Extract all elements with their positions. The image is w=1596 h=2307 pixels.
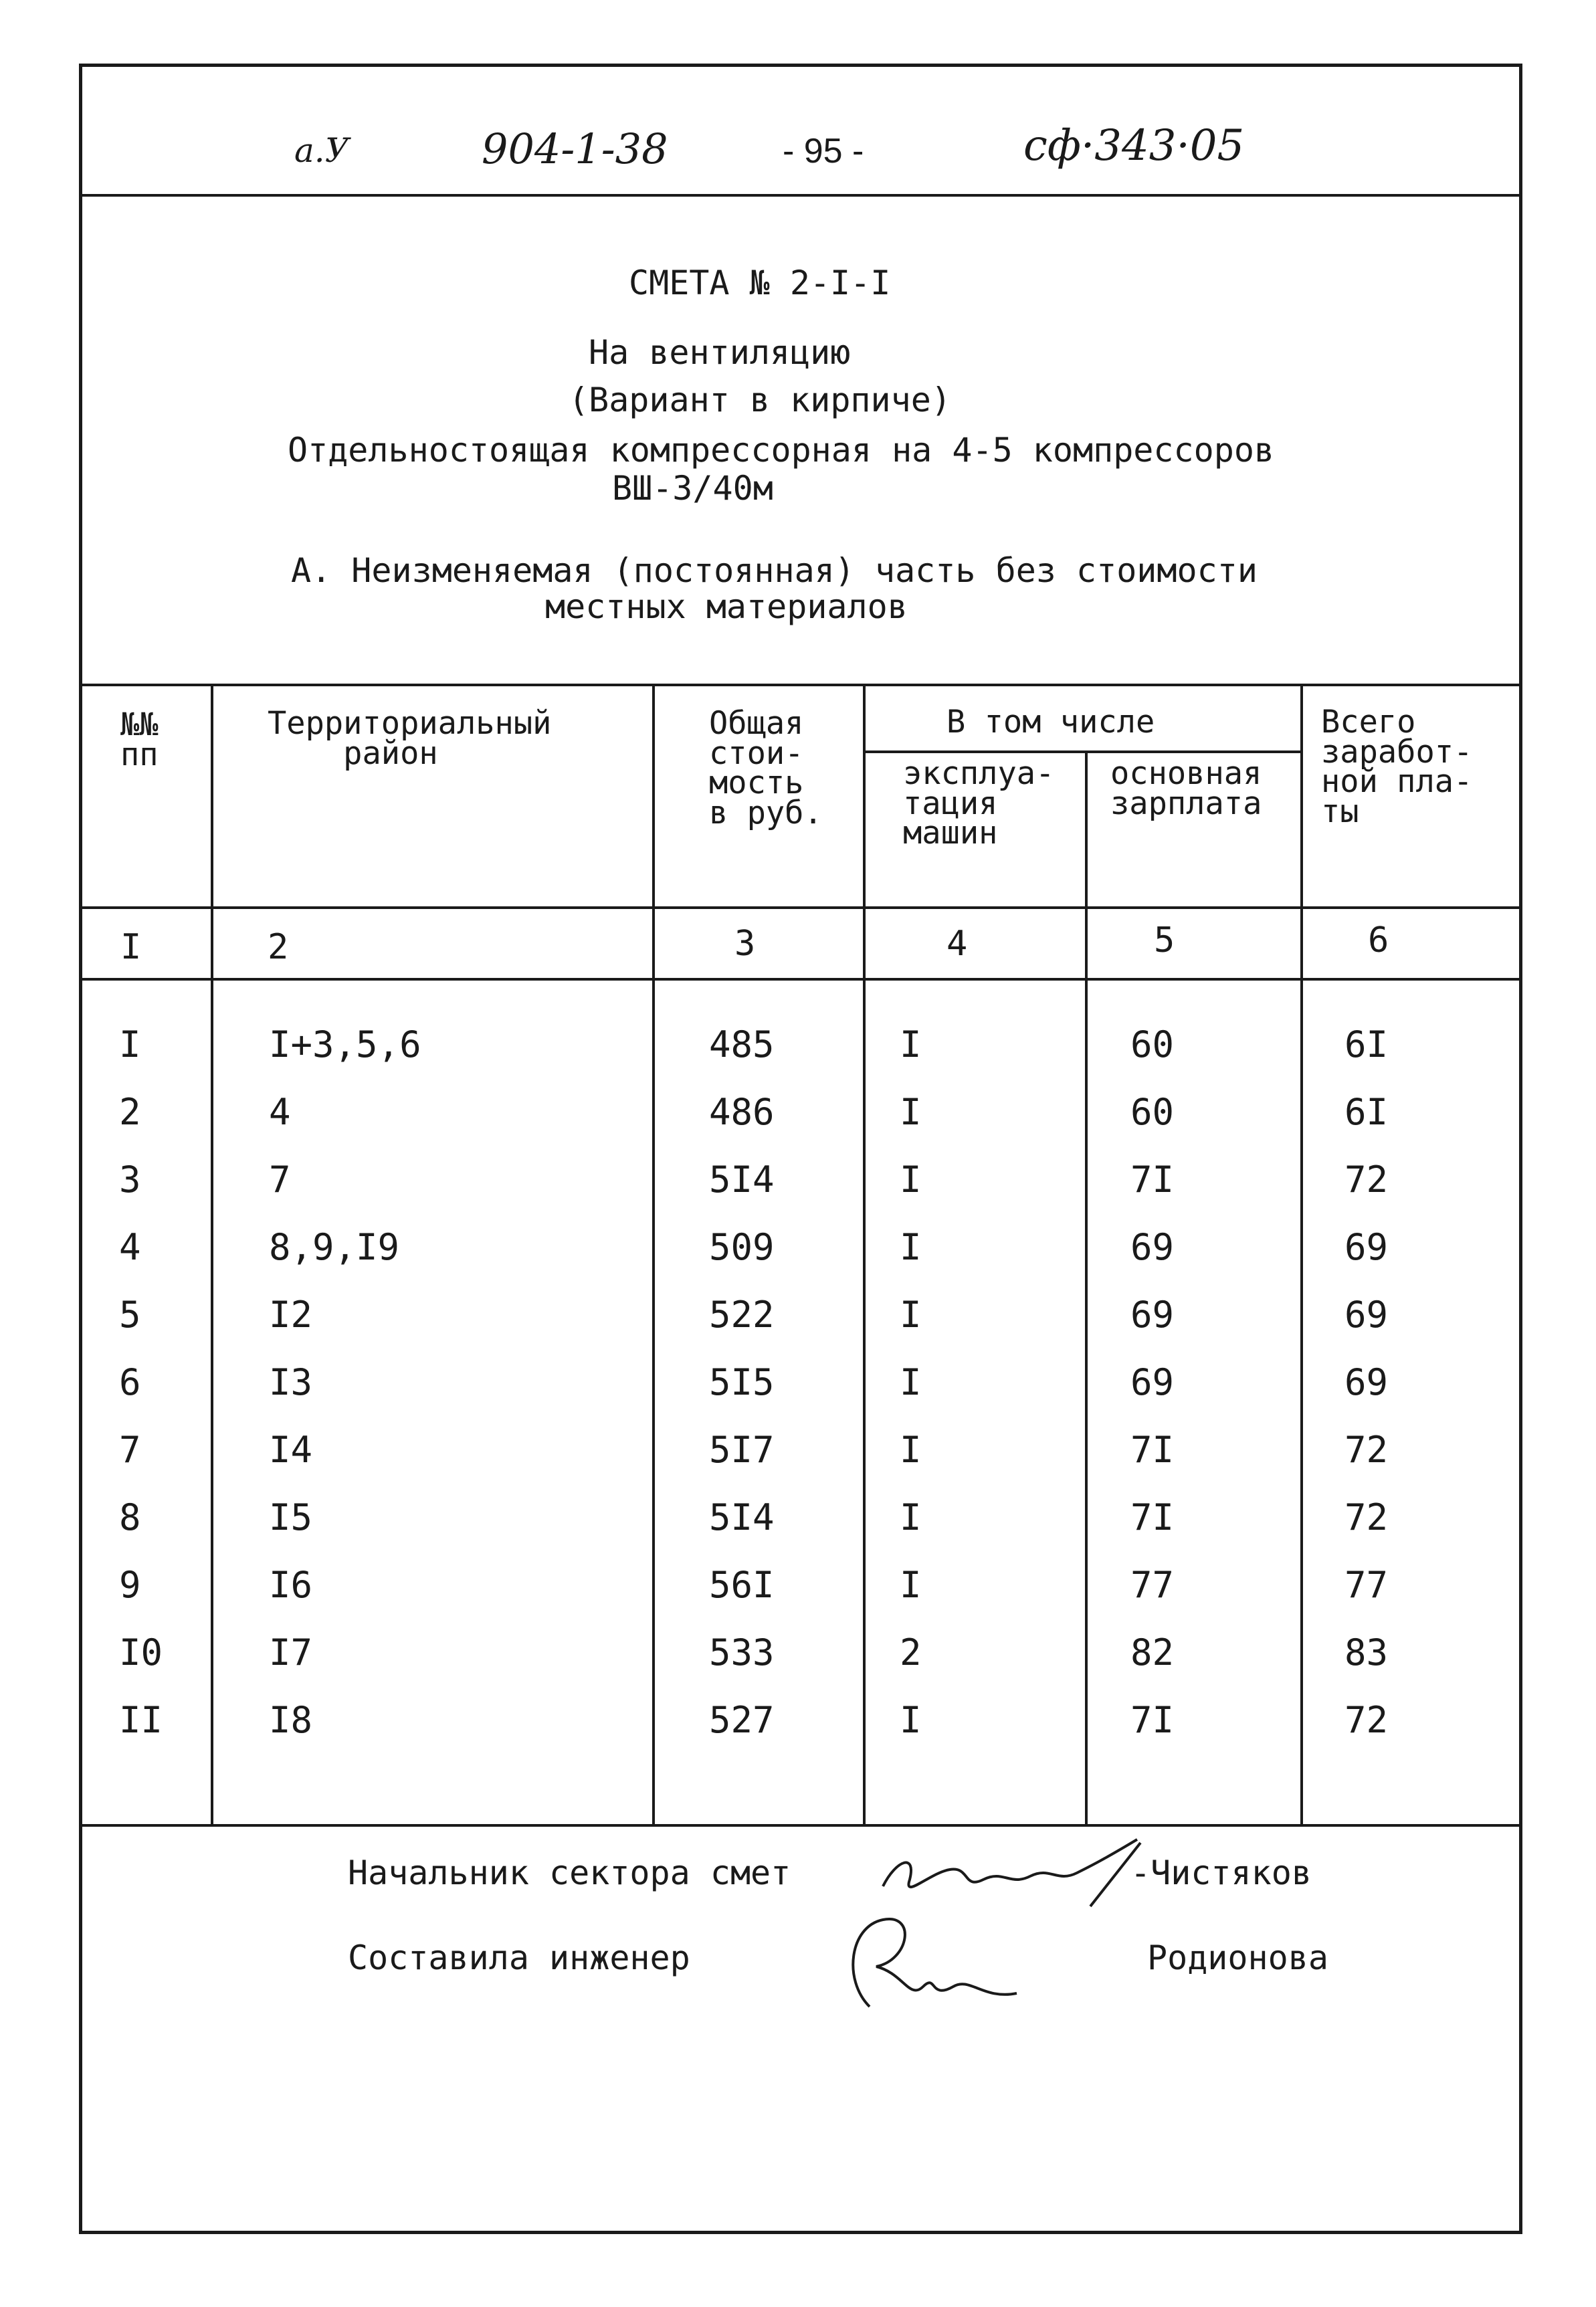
header-row-number: №№ пп <box>120 706 159 773</box>
row-number: 4 <box>119 1226 141 1268</box>
total-cost-cell: 5I4 <box>709 1159 775 1201</box>
head-of-sector-name: -Чистяков <box>1130 1853 1312 1892</box>
estimate-variant: (Вариант в кирпиче) <box>569 381 951 419</box>
total-wages-cell: 72 <box>1344 1159 1389 1201</box>
total-cost-cell: 485 <box>709 1023 775 1066</box>
total-wages-cell: 72 <box>1344 1429 1389 1471</box>
region-cell: I5 <box>269 1496 313 1538</box>
total-wages-cell: 72 <box>1344 1496 1389 1538</box>
header-bottom-line <box>80 906 1522 909</box>
part-subtitle: местных материалов <box>545 587 908 626</box>
machine-operation-cell: I <box>900 1023 922 1066</box>
column-number: 4 <box>946 924 968 964</box>
page-number: - 95 - <box>783 132 864 171</box>
total-wages-cell: 77 <box>1344 1564 1389 1606</box>
region-cell: I4 <box>269 1429 313 1471</box>
total-cost-cell: 5I7 <box>709 1429 775 1471</box>
row-number: 3 <box>119 1159 141 1201</box>
total-cost-cell: 5I5 <box>709 1361 775 1403</box>
machine-operation-cell: I <box>900 1496 922 1538</box>
machine-operation-cell: 2 <box>900 1631 922 1674</box>
region-cell: I7 <box>269 1631 313 1674</box>
header-divider <box>80 194 1522 197</box>
object-title: Отдельностоящая компрессорная на 4-5 компрессоров <box>288 431 1275 470</box>
head-of-sector-title: Начальник сектора смет <box>348 1853 791 1892</box>
series-label: а.У <box>294 131 349 170</box>
machine-operation-cell: I <box>900 1429 922 1471</box>
sheet-code: сф·343·05 <box>1023 121 1245 171</box>
machine-operation-cell: I <box>900 1361 922 1403</box>
estimate-subject: На вентиляцию <box>589 333 851 372</box>
total-wages-cell: 69 <box>1344 1361 1389 1403</box>
column-numbers-line <box>80 978 1522 981</box>
machine-operation-cell: I <box>900 1699 922 1741</box>
base-wages-cell: 7I <box>1130 1159 1175 1201</box>
machine-operation-cell: I <box>900 1159 922 1201</box>
header-total-cost: Общая стои- мость в руб. <box>709 705 823 831</box>
header-machine-operation: эксплуа- тация машин <box>903 755 1055 852</box>
column-number: 6 <box>1368 920 1389 961</box>
row-number: 7 <box>119 1429 141 1471</box>
engineer-signature <box>829 1900 1030 2020</box>
row-number: II <box>119 1699 163 1741</box>
total-wages-cell: 83 <box>1344 1631 1389 1674</box>
table-bottom-line <box>80 1824 1522 1827</box>
engineer-name: Родионова <box>1147 1938 1328 1977</box>
base-wages-cell: 60 <box>1130 1023 1175 1066</box>
region-cell: I+3,5,6 <box>269 1023 421 1066</box>
base-wages-cell: 69 <box>1130 1226 1175 1268</box>
base-wages-cell: 7I <box>1130 1699 1175 1741</box>
col-divider-3 <box>863 684 866 1824</box>
project-code: 904-1-38 <box>482 124 668 173</box>
col-divider-2 <box>652 684 655 1824</box>
machine-operation-cell: I <box>900 1091 922 1133</box>
region-cell: I6 <box>269 1564 313 1606</box>
machine-operation-cell: I <box>900 1564 922 1606</box>
group-header-line <box>863 750 1300 753</box>
region-cell: 8,9,I9 <box>269 1226 400 1268</box>
row-number: I0 <box>119 1631 163 1674</box>
header-base-wages: основная зарплата <box>1110 755 1262 822</box>
row-number: 9 <box>119 1564 141 1606</box>
total-cost-cell: 5I4 <box>709 1496 775 1538</box>
total-wages-cell: 72 <box>1344 1699 1389 1741</box>
header-including: В том числе <box>946 704 1155 740</box>
base-wages-cell: 60 <box>1130 1091 1175 1133</box>
compressor-model: ВШ-3/40м <box>612 469 773 508</box>
col-divider-1 <box>211 684 213 1824</box>
total-cost-cell: 509 <box>709 1226 775 1268</box>
base-wages-cell: 69 <box>1130 1361 1175 1403</box>
header-total-wages: Всего заработ- ной пла- ты <box>1321 704 1473 830</box>
base-wages-cell: 77 <box>1130 1564 1175 1606</box>
base-wages-cell: 69 <box>1130 1294 1175 1336</box>
column-number: 5 <box>1154 920 1175 961</box>
total-wages-cell: 69 <box>1344 1294 1389 1336</box>
estimate-number: СМЕТА № 2-I-I <box>629 264 891 302</box>
column-number: I <box>120 927 142 967</box>
row-number: 2 <box>119 1091 141 1133</box>
column-number: 3 <box>734 924 756 964</box>
machine-operation-cell: I <box>900 1294 922 1336</box>
base-wages-cell: 7I <box>1130 1496 1175 1538</box>
region-cell: I8 <box>269 1699 313 1741</box>
total-wages-cell: 69 <box>1344 1226 1389 1268</box>
total-cost-cell: 533 <box>709 1631 775 1674</box>
column-number: 2 <box>268 927 289 967</box>
region-cell: I3 <box>269 1361 313 1403</box>
total-cost-cell: 522 <box>709 1294 775 1336</box>
col-divider-5 <box>1300 684 1303 1824</box>
part-title: А. Неизменяемая (постоянная) часть без стоимости <box>291 551 1258 590</box>
header-region: Территориальный район <box>268 705 552 772</box>
region-cell: 7 <box>269 1159 291 1201</box>
total-cost-cell: 486 <box>709 1091 775 1133</box>
row-number: 8 <box>119 1496 141 1538</box>
row-number: I <box>119 1023 141 1066</box>
row-number: 5 <box>119 1294 141 1336</box>
total-wages-cell: 6I <box>1344 1091 1389 1133</box>
total-cost-cell: 527 <box>709 1699 775 1741</box>
base-wages-cell: 82 <box>1130 1631 1175 1674</box>
table-top-line <box>80 684 1522 686</box>
base-wages-cell: 7I <box>1130 1429 1175 1471</box>
engineer-title: Составила инженер <box>348 1938 690 1977</box>
total-cost-cell: 56I <box>709 1564 775 1606</box>
region-cell: I2 <box>269 1294 313 1336</box>
col-divider-4 <box>1085 750 1088 1824</box>
row-number: 6 <box>119 1361 141 1403</box>
region-cell: 4 <box>269 1091 291 1133</box>
total-wages-cell: 6I <box>1344 1023 1389 1066</box>
machine-operation-cell: I <box>900 1226 922 1268</box>
